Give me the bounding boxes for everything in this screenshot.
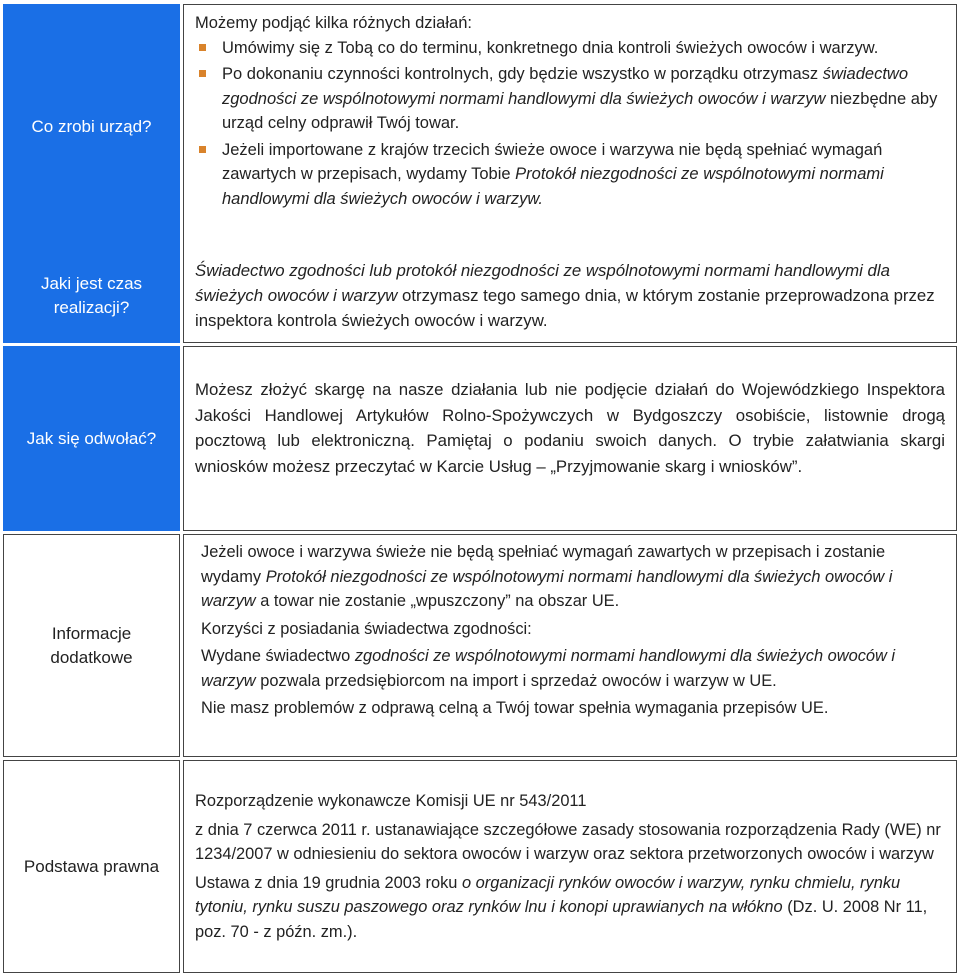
info-paragraph-2: Korzyści z posiadania świadectwa zgodności: xyxy=(201,619,532,638)
list-item: Umówimy się z Tobą co do terminu, konkretnego dnia kontroli świeżych owoców i warzyw. xyxy=(195,36,944,61)
row-label-informacje-dodatkowe: Informacje dodatkowe xyxy=(3,534,180,757)
list-item: Po dokonaniu czynności kontrolnych, gdy będzie wszystko w porządku otrzymasz świadectwo zgodności ze wspólnotowymi normami handlowymi dla świeżych owoców i warzyw niezbędne aby urząd celny odprawił Twój towar. xyxy=(195,62,944,136)
row-label-podstawa-prawna: Podstawa prawna xyxy=(3,760,180,973)
list-item: Jeżeli importowane z krajów trzecich świeże owoce i warzywa nie będą spełniać wymagań zawartych w przepisach, wydamy Tobie Protokół niezgodności ze wspólnotowymi normami handlowymi dla świeżych owoców i warzyw. xyxy=(195,138,944,212)
row-content-czas-realizacji xyxy=(183,249,957,343)
legal-paragraph-2: z dnia 7 czerwca 2011 r. ustanawiające szczegółowe zasady stosowania rozporządzenia Rady (WE) nr 1234/2007 w odniesieniu do sektora owoców i warzyw oraz sektora przetworzonych owoców i warzyw xyxy=(195,820,941,863)
info-paragraph-4: Nie masz problemów z odprawą celną a Twój towar spełnia wymagania przepisów UE. xyxy=(201,699,829,717)
czas-text: Świadectwo zgodności lub protokół niezgodności ze wspólnotowymi normami handlowymi dla świeżych owoców i warzyw otrzymasz tego samego dnia, w którym zostanie przeprowadzona przez inspektora kontrola świeżych owoców i warzyw. xyxy=(195,261,935,330)
bullet-icon xyxy=(199,146,206,153)
row-co-zrobi-urzad xyxy=(3,4,957,249)
row-jak-sie-odwolac xyxy=(3,346,957,531)
legal-paragraph-3: Ustawa z dnia 19 grudnia 2003 roku o organizacji rynków owoców i warzyw, rynku chmielu, rynku tytoniu, rynku suszu paszowego oraz rynków lnu i konopi uprawianych na włókno (Dz. U. 2008 Nr 11, poz. 70 - z późn. zm.). xyxy=(195,873,928,941)
row-content-co-zrobi-urzad xyxy=(183,4,957,249)
row-label-czas-realizacji: Jaki jest czas realizacji? xyxy=(3,249,180,343)
info-paragraph-1: Jeżeli owoce i warzywa świeże nie będą spełniać wymagań zawartych w przepisach i zostanie wydamy Protokół niezgodności ze wspólnotowymi normami handlowymi dla świeżych owoców i warzyw a towar nie zostanie „wpuszczony” na obszar UE. xyxy=(201,543,893,610)
legal-paragraph-1: Rozporządzenie wykonawcze Komisji UE nr 543/2011 xyxy=(195,792,587,810)
info-paragraph-3: Wydane świadectwo zgodności ze wspólnotowymi normami handlowymi dla świeżych owoców i warzyw pozwala przedsiębiorcom na import i sprzedaż owoców i warzyw w UE. xyxy=(201,647,896,690)
label-text: Co zrobi urząd? xyxy=(31,116,152,136)
row-informacje-dodatkowe xyxy=(3,534,957,757)
actions-list xyxy=(195,36,944,212)
intro-text: Możemy podjąć kilka różnych działań: xyxy=(195,14,472,32)
row-label-co-zrobi-urzad xyxy=(3,4,180,249)
row-czas-realizacji xyxy=(3,249,957,343)
bullet-icon xyxy=(199,44,206,51)
row-label-jak-sie-odwolac: Jak się odwołać? xyxy=(3,346,180,531)
row-content-jak-sie-odwolac xyxy=(183,346,957,531)
row-content-informacje-dodatkowe xyxy=(183,534,957,757)
odwolanie-text: Możesz złożyć skargę na nasze działania lub nie podjęcie działań do Wojewódzkiego Inspektora Jakości Handlowej Artykułów Rolno-Spożywczych w Bydgoszczy osobiście, listownie drogą pocztową lub elektroniczną. Pamiętaj o podaniu swoich danych. O trybie załatwiania skargi wniosków możesz przeczytać w Karcie Usług – „Przyjmowanie skarg i wniosków”. xyxy=(195,380,945,476)
row-podstawa-prawna xyxy=(3,760,957,973)
bullet-icon xyxy=(199,70,206,77)
row-content-podstawa-prawna xyxy=(183,760,957,973)
